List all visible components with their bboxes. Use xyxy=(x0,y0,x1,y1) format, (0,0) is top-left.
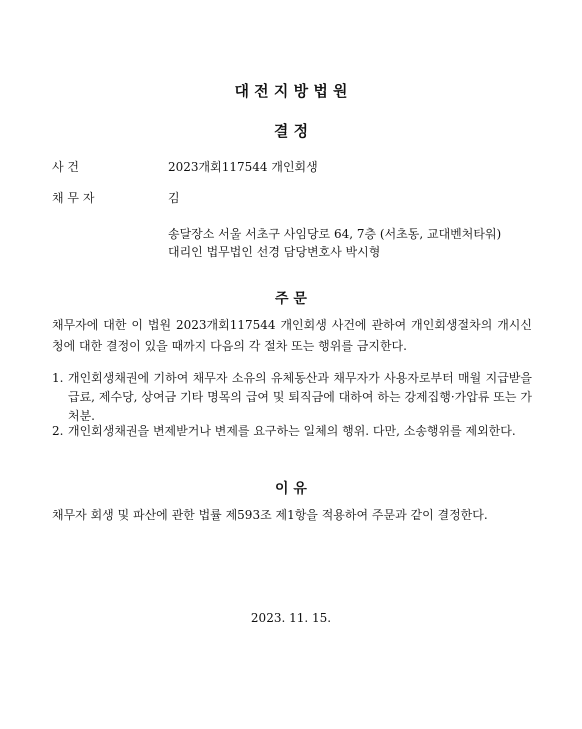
decision-date: 2023. 11. 15. xyxy=(250,611,332,625)
order-item-number: 2. xyxy=(52,424,64,438)
reason-heading: 이 유 xyxy=(275,481,307,497)
case-number: 2023개회117544 개인회생 xyxy=(168,160,318,174)
reason-text: 채무자 회생 및 파산에 관한 법률 제593조 제1항을 적용하여 주문과 같이 결정한다. xyxy=(52,508,488,522)
order-intro: 채무자에 대한 이 법원 2023개회117544 개인회생 사건에 관하여 개인회생절차의 개시신청에 대한 결정이 있을 때까지 다음의 각 절차 또는 행위를 금지한다. xyxy=(52,318,532,353)
document-title: 결 정 xyxy=(273,122,309,140)
case-label: 사 건 xyxy=(52,160,79,174)
order-item-text: 개인회생채권에 기하여 채무자 소유의 유체동산과 채무자가 사용자로부터 매월 지급받을 급료, 제수당, 상여금 기타 명목의 급여 및 퇴직금에 대하여 하는 강제집행·가압류 또는 가처분. xyxy=(68,371,532,423)
service-address: 송달장소 서울 서초구 사임당로 64, 7층 (서초동, 교대벤처타워) xyxy=(168,227,502,241)
order-item-text: 개인회생채권을 변제받거나 변제를 요구하는 일체의 행위. 다만, 소송행위를 제외한다. xyxy=(68,424,516,438)
debtor-label: 채 무 자 xyxy=(52,191,95,205)
court-name: 대 전 지 방 법 원 xyxy=(234,82,348,100)
order-item-number: 1. xyxy=(52,371,64,385)
order-item-1 xyxy=(52,369,532,426)
order-heading: 주 문 xyxy=(275,291,307,307)
debtor-name: 김 xyxy=(168,191,180,205)
order-item-2 xyxy=(52,422,532,441)
legal-agent: 대리인 법무법인 선경 담당변호사 박시형 xyxy=(168,245,381,259)
